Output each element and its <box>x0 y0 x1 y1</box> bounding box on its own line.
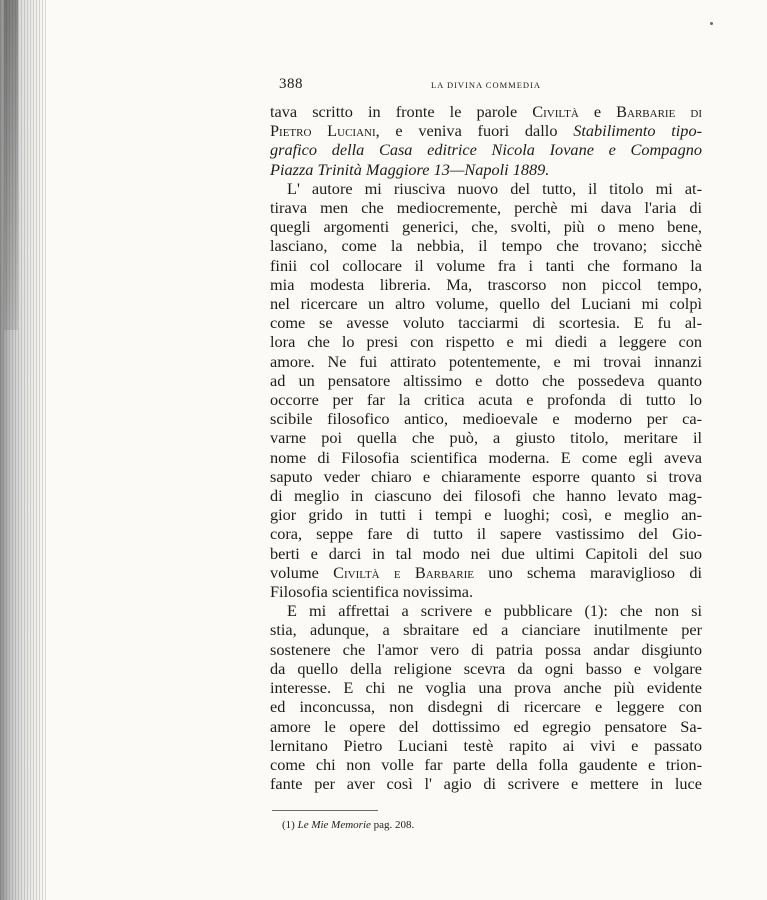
footnote-page-ref: pag. 208. <box>373 819 415 832</box>
scan-edge-shadow <box>0 0 46 900</box>
text-line: da quello della religione scevra da ogni basso e volgare <box>270 658 702 678</box>
text-line: E mi affrettai a scrivere e pubblicare (1): che non si <box>287 601 702 621</box>
body-text <box>270 102 702 793</box>
text-line: ed inconcussa, non disdegni di ricercare e leggere con <box>270 697 702 717</box>
text-line: stia, adunque, a sbraitare ed a cianciare inutilmente per <box>270 620 702 640</box>
text-line: Filosofia scientifica novissima. <box>270 582 474 602</box>
text-line: tirava men che mediocremente, perchè mi dava l'aria di <box>270 198 702 218</box>
footnote-title: Le Mie Memorie <box>297 819 371 832</box>
text-line: berti e darci in tal modo nei due ultimi Capitoli del suo <box>270 543 702 563</box>
book-page <box>270 70 702 832</box>
text-line: saputo veder chiaro e chiaramente esporre quanto si trova <box>270 466 702 486</box>
footnotes <box>270 810 702 832</box>
footnote <box>282 818 702 832</box>
text-line: Pietro Luciani, e veniva fuori dallo Stabilimento tipo- <box>270 121 703 141</box>
text-line: mia modesta libreria. Ma, trascorso non piccol tempo, <box>270 274 702 294</box>
text-line: tava scritto in fronte le parole Civiltà e Barbarie di <box>270 102 702 121</box>
running-title: LA DIVINA COMMEDIA <box>430 80 542 90</box>
text-line: Piazza Trinità Maggiore 13—Napoli 1889. <box>270 159 550 179</box>
text-line: cora, seppe fare di tutto il sapere vastissimo del Gio- <box>270 524 702 544</box>
text-line: di meglio in ciascuno dei filosofi che hanno levato mag- <box>270 486 702 506</box>
text-line: fante per aver così l' agio di scrivere e mettere in luce <box>270 774 702 794</box>
text-line: amore. Ne fui attirato potentemente, e mi trovai innanzi <box>270 351 702 371</box>
text-line: sostenere che l'amor vero di patria possa andar disgiunto <box>270 639 702 659</box>
text-line: ad un pensatore altissimo e dotto che possedeva quanto <box>270 370 702 390</box>
page-number: 388 <box>279 76 303 92</box>
text-line: occorre per far la critica acuta e profonda di tutto lo <box>270 390 702 410</box>
text-line: lasciano, come la nebbia, il tempo che trovano; sicchè <box>270 236 702 256</box>
text-line: grafico della Casa editrice Nicola Iovane e Compagno <box>270 140 702 160</box>
text-line: come chi non volle far parte della folla gaudente e trion- <box>270 754 702 774</box>
text-line: lernitano Pietro Luciani testè rapito ai vivi e passato <box>270 735 702 755</box>
footnote-rule <box>272 810 378 811</box>
text-line: amore le opere del dottissimo ed egregio pensatore Sa- <box>270 716 702 736</box>
text-line: scibile filosofico antico, medioevale e moderno per ca- <box>270 409 702 429</box>
text-line: nome di Filosofia scientifica moderna. E come egli aveva <box>270 447 702 467</box>
text-line: quegli argomenti generici, che, svolti, più o meno bene, <box>270 217 702 237</box>
text-line: nel ricercare un altro volume, quello del Luciani mi colpì <box>270 294 702 314</box>
text-line: varne poi quella che può, a giusto titolo, meritare il <box>270 428 702 448</box>
footnote-marker: (1) <box>282 819 295 832</box>
text-line: lora che lo presi con rispetto e mi diedi a leggere con <box>270 332 702 352</box>
text-line: come se avesse voluto tacciarmi di scortesia. E fu al- <box>270 313 702 333</box>
text-line: volume Civiltà e Barbarie uno schema maraviglioso di <box>270 562 702 582</box>
text-line: finii col collocare il volume fra i tanti che formano la <box>270 255 702 275</box>
text-line: interesse. E chi ne voglia una prova anche più evidente <box>270 678 702 698</box>
text-line: L' autore mi riusciva nuovo del tutto, il titolo mi at- <box>287 178 702 198</box>
page-header <box>270 70 702 92</box>
dust-speck <box>710 22 713 25</box>
text-line: gior grido in tutti i tempi e luoghi; così, e meglio an- <box>270 505 702 525</box>
